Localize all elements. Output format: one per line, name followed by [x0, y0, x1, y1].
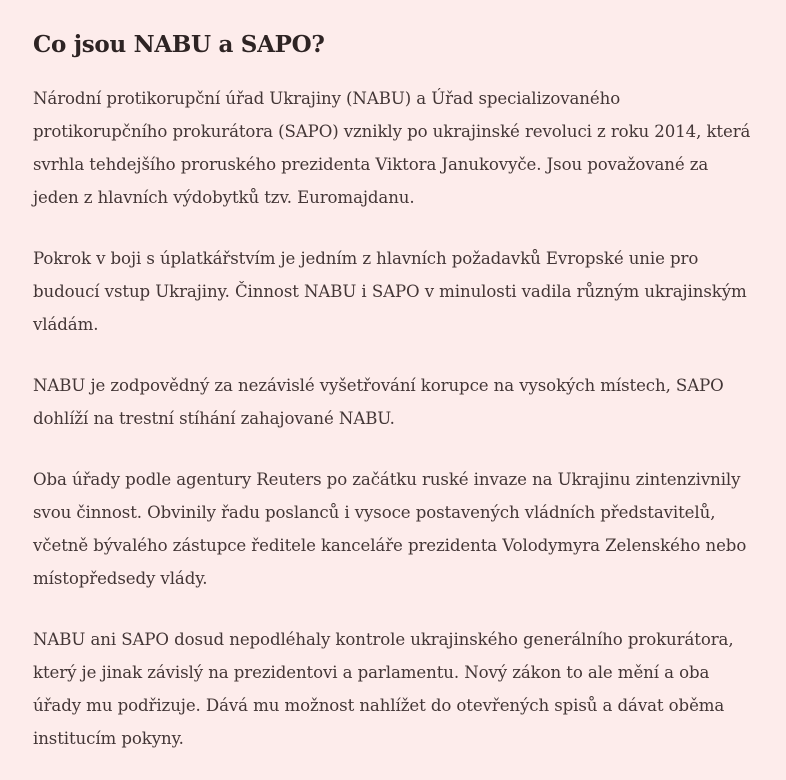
- paragraph-1: Národní protikorupční úřad Ukrajiny (NABU) a Úřad specializovaného protikorupčního prokurátora (SAPO) vznikly po ukrajinské revoluci z roku 2014, která svrhla tehdejšího proruského prezidenta Viktora Janukovyče. Jsou považované za jeden z hlavních výdobytků tzv. Euromajdanu.: [33, 89, 751, 207]
- paragraph-4: Oba úřady podle agentury Reuters po začátku ruské invaze na Ukrajinu zintenzivnily svou činnost. Obvinily řadu poslanců i vysoce postavených vládních představitelů, včetně bývalého zástupce ředitele kanceláře prezidenta Volodymyra Zelenského nebo místopředsedy vlády.: [33, 470, 747, 588]
- paragraph-2: Pokrok v boji s úplatkářstvím je jedním z hlavních požadavků Evropské unie pro budoucí vstup Ukrajiny. Činnost NABU i SAPO v minulosti vadila různým ukrajinským vládám.: [33, 249, 747, 334]
- box-title: Co jsou NABU a SAPO?: [33, 31, 325, 58]
- paragraph-3: NABU je zodpovědný za nezávislé vyšetřování korupce na vysokých místech, SAPO dohlíží na trestní stíhání zahajované NABU.: [33, 376, 724, 428]
- paragraph-5: NABU ani SAPO dosud nepodléhaly kontrole ukrajinského generálního prokurátora, který je jinak závislý na prezidentovi a parlamentu. Nový zákon to ale mění a oba úřady mu podřizuje. Dává mu možnost nahlížet do otevřených spisů a dávat oběma institucím pokyny.: [33, 630, 734, 748]
